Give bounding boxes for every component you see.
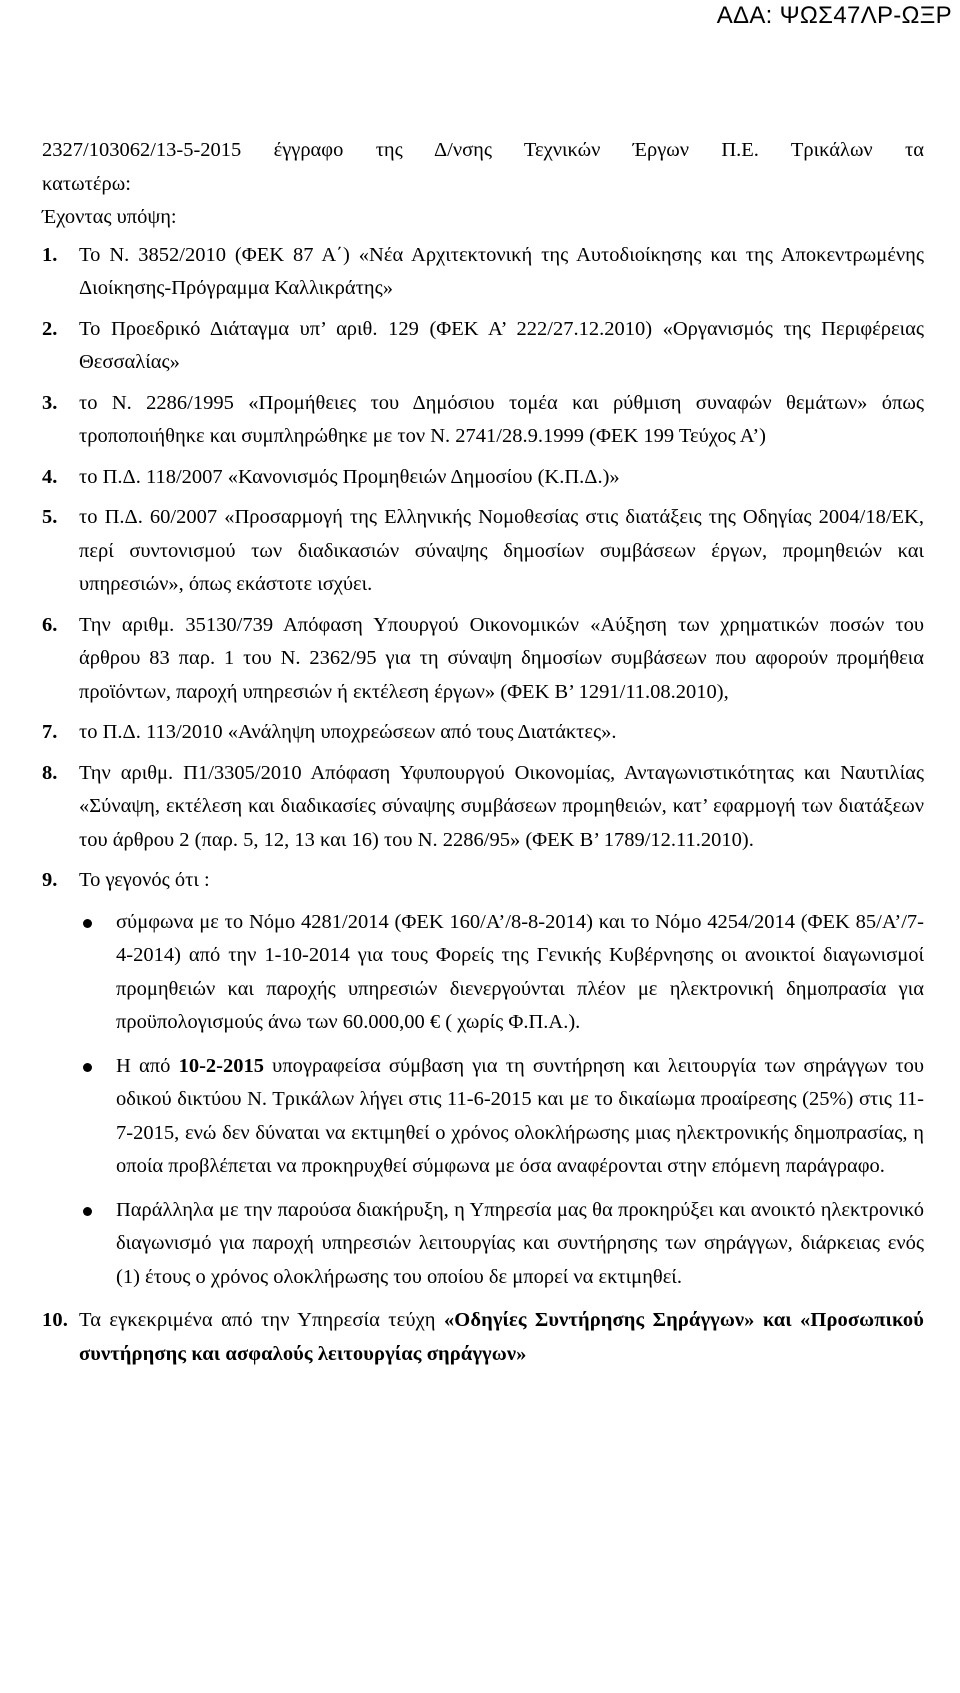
- bullet-text: σύμφωνα με το Νόμο 4281/2014 (ΦΕΚ 160/Α’/8-8-2014) και το Νόμο 4254/2014 (ΦΕΚ 85/Α’/7-4-2014) από την 1-10-2014 για τους Φορείς της Γενικής Κυβέρνησης οι ανοικτοί διαγωνισμοί προμηθειών και παροχής υπηρεσιών διενεργούνται πλέον με ηλεκτρονική δημοπρασία για προϋπολογισμούς άνω των 60.000,00 € ( χωρίς Φ.Π.Α.).: [116, 910, 924, 1033]
- item-text: Την αριθμ. 35130/739 Απόφαση Υπουργού Οικονομικών «Αύξηση των χρηματικών ποσών του άρθρου 83 παρ. 1 του Ν. 2362/95 για τη σύναψη δημοσίων συμβάσεων που αφορούν προμήθεια προϊόντων, παροχή υπηρεσιών ή εκτέλεση έργων» (ΦΕΚ Β’ 1291/11.08.2010),: [79, 613, 924, 703]
- item-number: 9.: [42, 869, 58, 891]
- document-body: [42, 134, 924, 1378]
- item-text: το Π.Δ. 113/2010 «Ανάληψη υποχρεώσεων από τους Διατάκτες».: [79, 721, 617, 743]
- list-item: [42, 757, 924, 858]
- item-number: 7.: [42, 721, 58, 743]
- list-item-10: [42, 1304, 924, 1371]
- list-item: [42, 501, 924, 602]
- list-item: [42, 313, 924, 380]
- item-number: 2.: [42, 317, 58, 340]
- maintenance-guidelines-title: «Οδηγίες Συντήρησης Σηράγγων»: [443, 1309, 755, 1331]
- item-text: το Π.Δ. 118/2007 «Κανονισμός Προμηθειών Δημοσίου (Κ.Π.Δ.)»: [79, 465, 620, 488]
- list-item: [42, 387, 924, 454]
- contract-date: 10-2-2015: [178, 1054, 264, 1077]
- item-text: Το Προεδρικό Διάταγμα υπ’ αριθ. 129 (ΦΕΚ Α’ 222/27.12.2010) «Οργανισμός της Περιφέρειας Θεσσαλίας»: [79, 317, 924, 373]
- item-text-prefix: Τα εγκεκριμένα από την Υπηρεσία τεύχη: [79, 1309, 444, 1331]
- list-item: [42, 609, 924, 710]
- intro-line: 2327/103062/13-5-2015 έγγραφο της Δ/νσης Τεχνικών Έργων Π.Ε. Τρικάλων τα: [42, 139, 924, 161]
- item-number: 10.: [42, 1309, 68, 1331]
- item-number: 1.: [42, 243, 58, 266]
- ada-header: ΑΔΑ: ΨΩΣ47ΛΡ-ΩΞΡ: [716, 2, 952, 29]
- item-text: το Π.Δ. 60/2007 «Προσαρμογή της Ελληνικής Νομοθεσίας στις διατάξεις της Οδηγίας 2004/18/ΕΚ, περί συντονισμού των διαδικασιών σύναψης δημοσίων συμβάσεων έργων, προμηθειών και υπηρεσιών», όπως εκάστοτε ισχύει.: [79, 506, 924, 595]
- item-number: 8.: [42, 761, 58, 784]
- bullet-text-suffix: υπογραφείσα σύμβαση για τη συντήρηση και λειτουργία των σηράγγων του οδικού δικτύου Ν. Τρικάλων λήγει στις 11-6-2015 και με το δικαίωμα προαίρεσης (25%) στις 11-7-2015, ενώ δεν δύναται να εκτιμηθεί ο χρόνος ολοκλήρωσης μιας ηλεκτρονικής δημοπρασίας, η οποία προβλέπεται να προκηρυχθεί σύμφωνα με όσα αναφέρονται στην επόμενη παράγραφο.: [116, 1054, 924, 1177]
- item-number: 3.: [42, 391, 58, 414]
- item-number: 6.: [42, 613, 58, 636]
- list-item: [42, 239, 924, 306]
- staff-safety-title: και «Προσωπικού συντήρησης και ασφαλούς λειτουργίας σηράγγων»: [79, 1309, 924, 1365]
- considerations-list: [42, 239, 924, 1372]
- bullet-icon: [83, 1207, 92, 1216]
- item-text: Το γεγονός ότι :: [79, 869, 210, 891]
- item-text: Το Ν. 3852/2010 (ΦΕΚ 87 Α΄) «Νέα Αρχιτεκτονική της Αυτοδιοίκησης και της Αποκεντρωμένης Διοίκησης-Πρόγραμμα Καλλικράτης»: [79, 243, 924, 299]
- bullet-icon: [83, 1063, 92, 1072]
- list-item: [42, 716, 924, 750]
- bullet-item: [79, 1050, 924, 1184]
- item-number: 5.: [42, 506, 58, 528]
- considering-heading: Έχοντας υπόψη:: [42, 206, 177, 228]
- bullet-text: Παράλληλα με την παρούσα διακήρυξη, η Υπηρεσία μας θα προκηρύξει και ανοικτό ηλεκτρονικό διαγωνισμό για παροχή υπηρεσιών λειτουργίας και συντήρησης των σηράγγων, διάρκειας ενός (1) έτους ο χρόνος ολοκλήρωσης του οποίου δε μπορεί να εκτιμηθεί.: [116, 1198, 924, 1288]
- bullet-item: [79, 906, 924, 1040]
- list-item: [42, 461, 924, 495]
- bullet-list: [79, 906, 924, 1295]
- item-text: Την αριθμ. Π1/3305/2010 Απόφαση Υφυπουργού Οικονομίας, Ανταγωνιστικότητας και Ναυτιλίας «Σύναψη, εκτέλεση και διαδικασίες σύναψης συμβάσεων προμηθειών, κατ’ εφαρμογή των διατάξεων του άρθρου 2 (παρ. 5, 12, 13 και 16) του Ν. 2286/95» (ΦΕΚ Β’ 1789/12.11.2010).: [79, 761, 924, 851]
- bullet-item: [79, 1194, 924, 1295]
- item-number: 4.: [42, 465, 58, 488]
- bullet-text-prefix: Η από: [116, 1054, 179, 1077]
- bullet-icon: [83, 919, 92, 928]
- intro-continuation: κατωτέρω:: [42, 172, 131, 195]
- item-text-middle: [755, 1309, 763, 1331]
- item-text: το Ν. 2286/1995 «Προμήθειες του Δημόσιου τομέα και ρύθμιση συναφών θεμάτων» όπως τροποποιήθηκε και συμπληρώθηκε με τον Ν. 2741/28.9.1999 (ΦΕΚ 199 Τεύχος Α’): [79, 391, 924, 447]
- list-item-9: [42, 864, 924, 1294]
